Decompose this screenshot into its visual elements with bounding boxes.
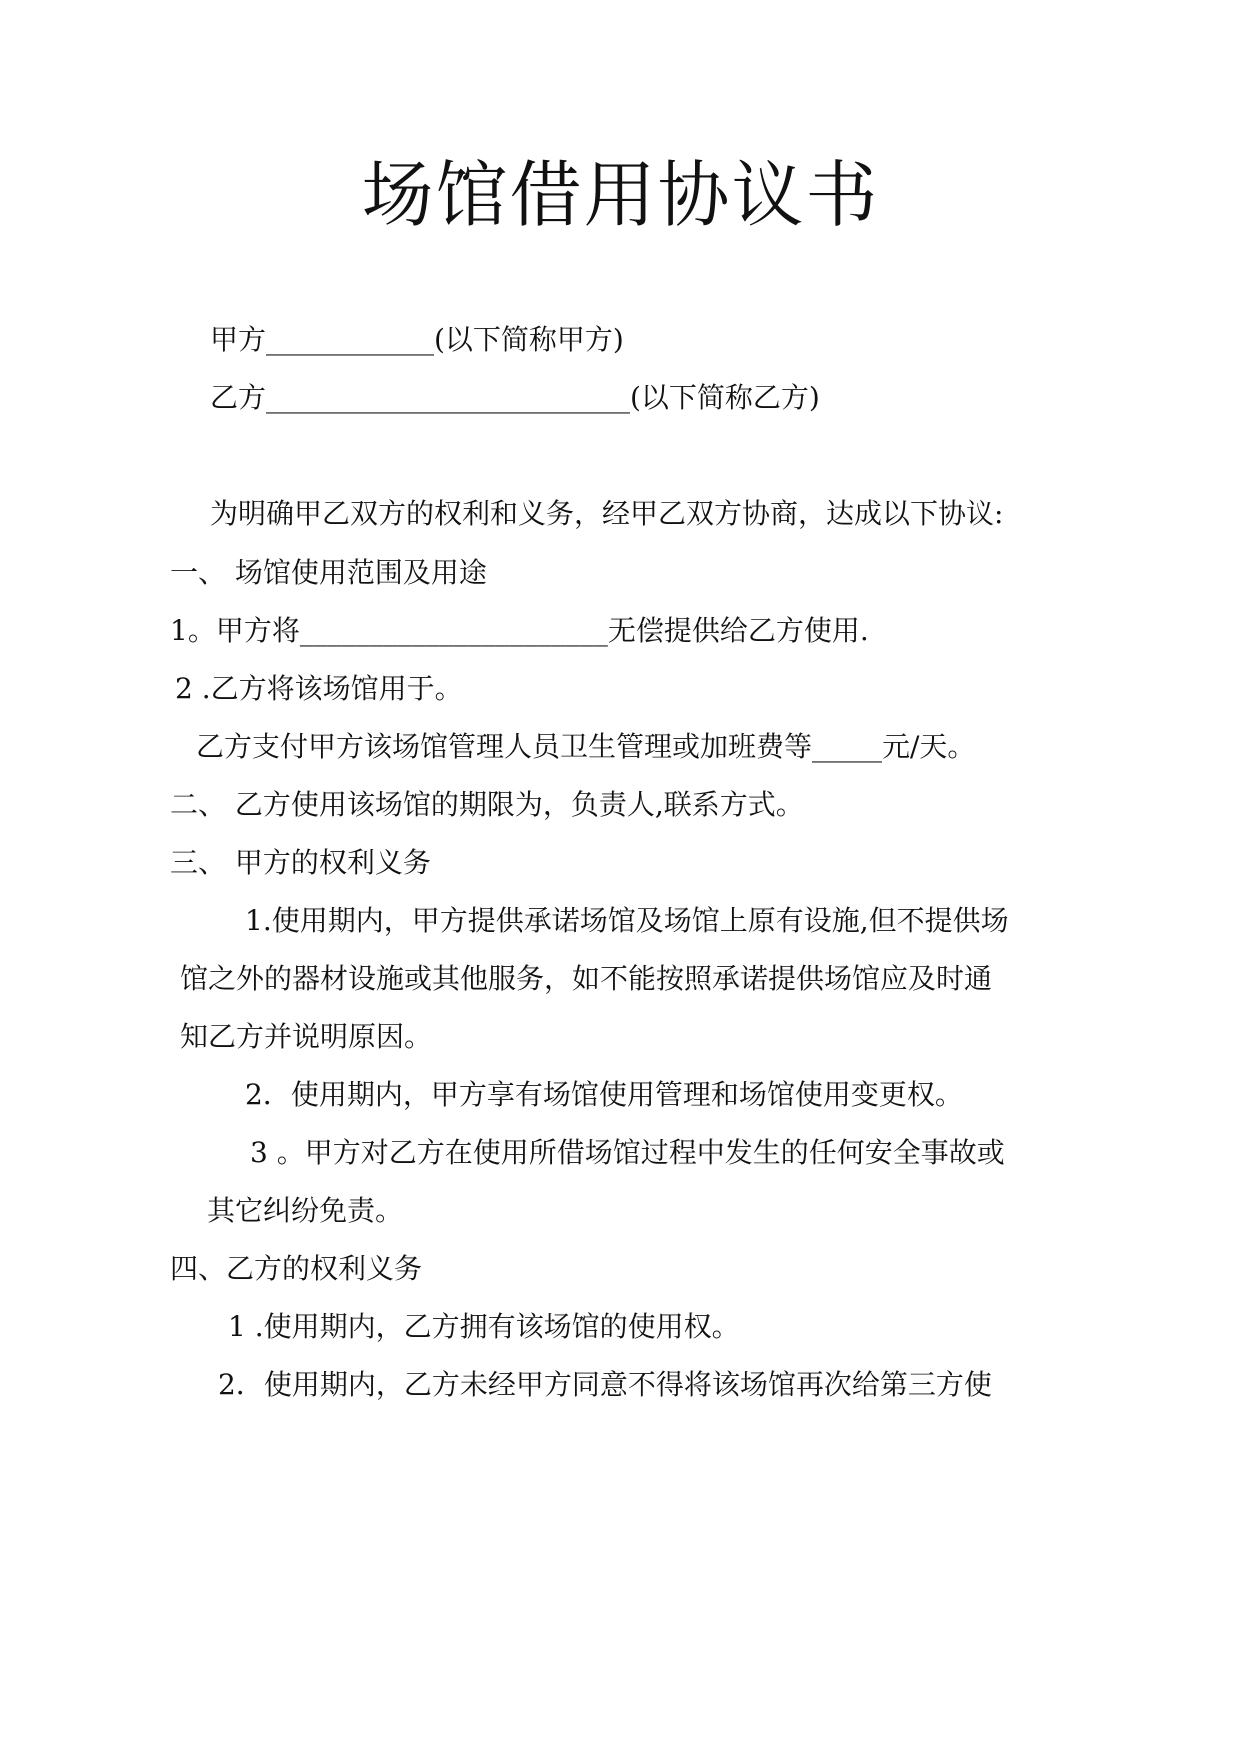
document-title: 场馆借用协议书 xyxy=(361,153,880,237)
intro-paragraph: 为明确甲乙双方的权利和义务，经甲乙双方协商，达成以下协议: xyxy=(210,497,1004,530)
party-b-line: 乙方__________________________(以下简称乙方) xyxy=(210,381,820,414)
section-3-item-2: 2．使用期内，甲方享有场馆使用管理和场馆使用变更权。 xyxy=(245,1078,963,1111)
section-1-item-2: 2 .乙方将该场馆用于。 xyxy=(175,672,463,705)
section-4-heading: 四、乙方的权利义务 xyxy=(170,1252,423,1285)
party-a-line: 甲方____________(以下简称甲方) xyxy=(210,323,624,356)
section-4-item-2: 2．使用期内，乙方未经甲方同意不得将该场馆再次给第三方使 xyxy=(218,1368,992,1401)
section-1-item-1: 1。甲方将______________________无偿提供给乙方使用. xyxy=(170,614,869,647)
section-1-heading: 一、 场馆使用范围及用途 xyxy=(170,556,487,589)
section-3-item-1-line-2: 馆之外的器材设施或其他服务，如不能按照承诺提供场馆应及时通 xyxy=(180,962,993,995)
section-4-item-1: 1 .使用期内，乙方拥有该场馆的使用权。 xyxy=(228,1310,740,1343)
section-1-fee: 乙方支付甲方该场馆管理人员卫生管理或加班费等_____元/天。 xyxy=(196,730,976,763)
section-2-heading: 二、 乙方使用该场馆的期限为，负责人,联系方式。 xyxy=(170,788,804,821)
section-3-item-3-line-2: 其它纠纷免责。 xyxy=(207,1194,404,1227)
section-3-item-1-line-1: 1.使用期内，甲方提供承诺场馆及场馆上原有设施,但不提供场 xyxy=(245,904,1009,937)
section-3-heading: 三、 甲方的权利义务 xyxy=(170,846,431,879)
section-3-item-3-line-1: 3 。甲方对乙方在使用所借场馆过程中发生的任何安全事故或 xyxy=(250,1136,1005,1169)
section-3-item-1-line-3: 知乙方并说明原因。 xyxy=(180,1020,433,1053)
